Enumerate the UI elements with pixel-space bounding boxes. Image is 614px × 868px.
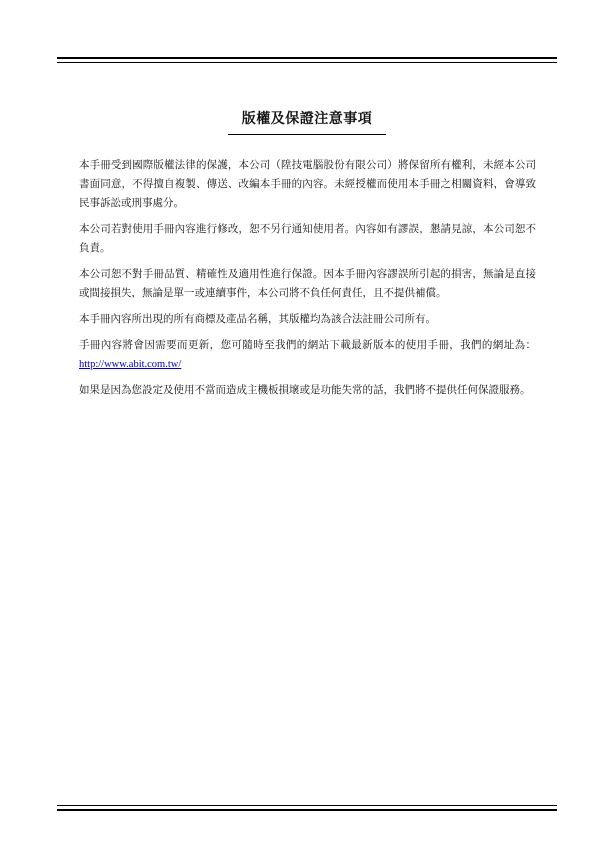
paragraph-copyright [79,156,536,213]
header-rule-thin [57,62,557,63]
paragraph-no-warranty [79,265,536,303]
paragraph-text: 本手冊內容所出現的所有商標及產品名稱，其版權均為該合法註冊公司所有。 [79,313,436,325]
paragraph-text: 如果是因為您設定及使用不當而造成主機板損壞或是功能失常的話，我們將不提供任何保證服務。 [79,384,531,396]
paragraph-text: 本手冊受到國際版權法律的保護，本公司（陞技電腦股份有限公司）將保留所有權利，未經本公司書面同意，不得擅自複製、傳送、改編本手冊的內容。未經授權而使用本手冊之相關資料，會導致民事訴訟或刑事處分。 [79,159,536,209]
paragraph-modification-notice [79,220,536,258]
paragraph-text: 本公司若對使用手冊內容進行修改，恕不另行通知使用者。內容如有謬誤，懇請見諒，本公司恕不負責。 [79,223,536,254]
page-title: 版權及保證注意事項 [228,110,387,135]
document-body [79,156,536,407]
paragraph-updates [79,336,536,374]
footer-rule-thick [57,809,557,811]
paragraph-text: 手冊內容將會因需要而更新，您可隨時至我們的網站下載最新版本的使用手冊，我們的網址為： [79,339,536,351]
paragraph-misuse [79,381,536,400]
website-link[interactable]: http://www.abit.com.tw/ [79,359,182,370]
paragraph-trademarks [79,310,536,329]
footer-rule-thin [57,805,557,806]
header-rule-thick [57,57,557,59]
paragraph-text: 本公司恕不對手冊品質、精確性及適用性進行保證。因本手冊內容謬誤所引起的損害，無論是直接或間接損失，無論是單一或連續事件，本公司將不負任何責任，且不提供補償。 [79,268,536,299]
title-container [0,108,614,135]
